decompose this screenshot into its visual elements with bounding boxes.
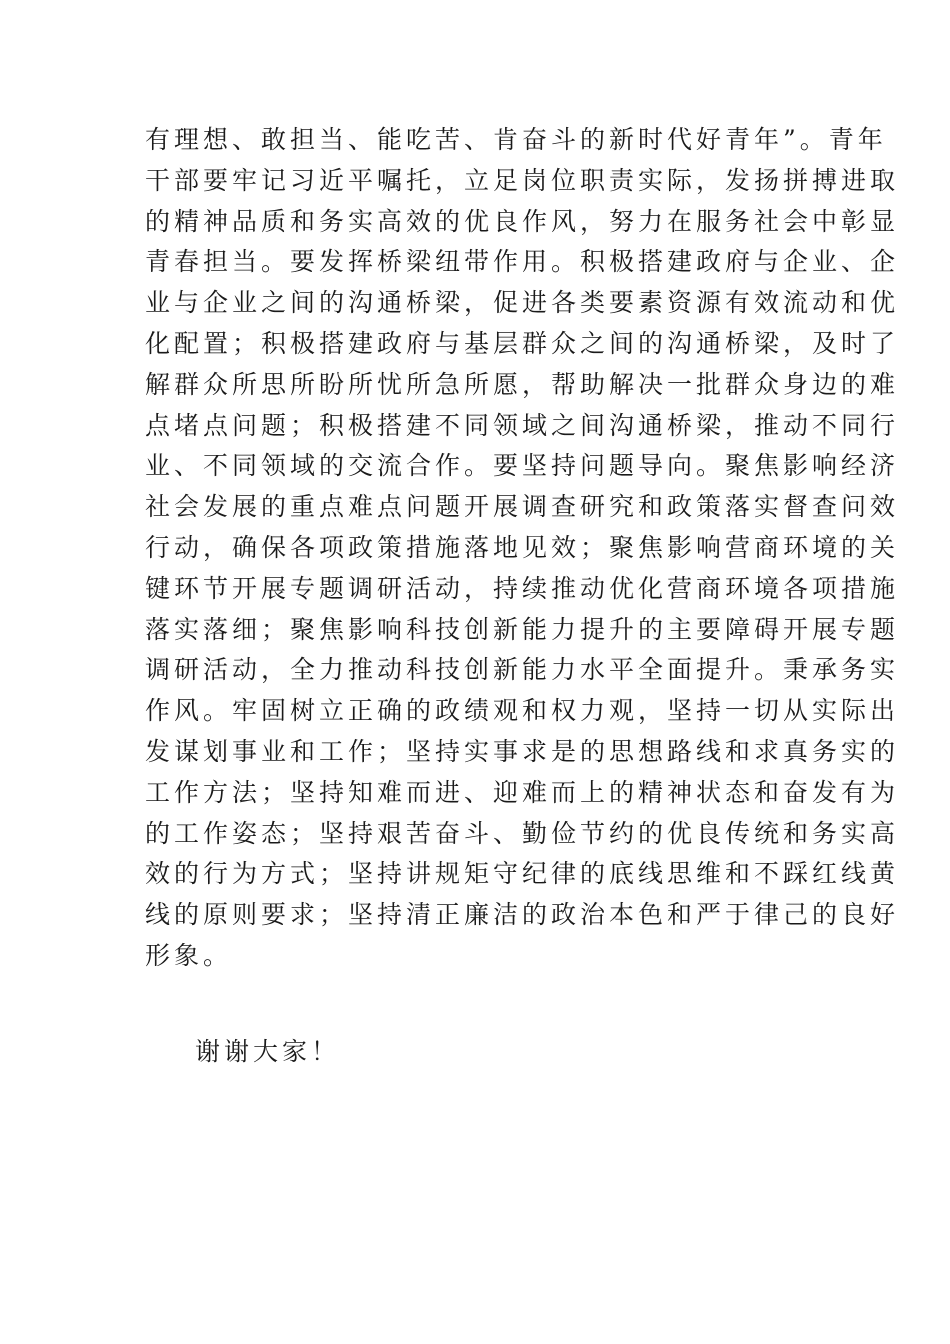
paragraph-line: 的工作姿态；坚持艰苦奋斗、勤俭节约的优良传统和务实高 — [145, 818, 900, 848]
paragraph-line: 业、不同领域的交流合作。要坚持问题导向。聚焦影响经济 — [145, 451, 900, 481]
paragraph-line: 解群众所思所盼所忧所急所愿，帮助解决一批群众身边的难 — [145, 369, 900, 399]
paragraph-line: 点堵点问题；积极搭建不同领域之间沟通桥梁，推动不同行 — [145, 410, 900, 440]
paragraph-line: 键环节开展专题调研活动，持续推动优化营商环境各项措施 — [145, 573, 900, 603]
body-paragraph — [145, 120, 900, 977]
paragraph-line: 调研活动，全力推动科技创新能力水平全面提升。秉承务实 — [145, 655, 900, 685]
paragraph-line: 化配置；积极搭建政府与基层群众之间的沟通桥梁，及时了 — [145, 328, 900, 358]
paragraph-line: 干部要牢记习近平嘱托，立足岗位职责实际，发扬拼搏进取 — [145, 165, 900, 195]
paragraph-line: 发谋划事业和工作；坚持实事求是的思想路线和求真务实的 — [145, 736, 900, 766]
paragraph-line: 行动，确保各项政策措施落地见效；聚焦影响营商环境的关 — [145, 532, 900, 562]
paragraph-line: 效的行为方式；坚持讲规矩守纪律的底线思维和不踩红线黄 — [145, 859, 900, 889]
paragraph-line: 工作方法；坚持知难而进、迎难而上的精神状态和奋发有为 — [145, 777, 900, 807]
paragraph-line: 青春担当。要发挥桥梁纽带作用。积极搭建政府与企业、企 — [145, 247, 900, 277]
paragraph-line: 落实落细；聚焦影响科技创新能力提升的主要障碍开展专题 — [145, 614, 900, 644]
paragraph-line: 的精神品质和务实高效的优良作风，努力在服务社会中彰显 — [145, 206, 900, 236]
paragraph-line: 业与企业之间的沟通桥梁，促进各类要素资源有效流动和优 — [145, 288, 900, 318]
paragraph-line: 线的原则要求；坚持清正廉洁的政治本色和严于律己的良好 — [145, 900, 900, 930]
paragraph-line: 社会发展的重点难点问题开展调查研究和政策落实督查问效 — [145, 492, 900, 522]
paragraph-line: 作风。牢固树立正确的政绩观和权力观，坚持一切从实际出 — [145, 696, 900, 726]
closing-remark: 谢谢大家！ — [195, 1037, 341, 1066]
paragraph-line: 形象。 — [145, 940, 233, 970]
paragraph-line: 有理想、敢担当、能吃苦、肯奋斗的新时代好青年”。青年 — [145, 125, 887, 154]
